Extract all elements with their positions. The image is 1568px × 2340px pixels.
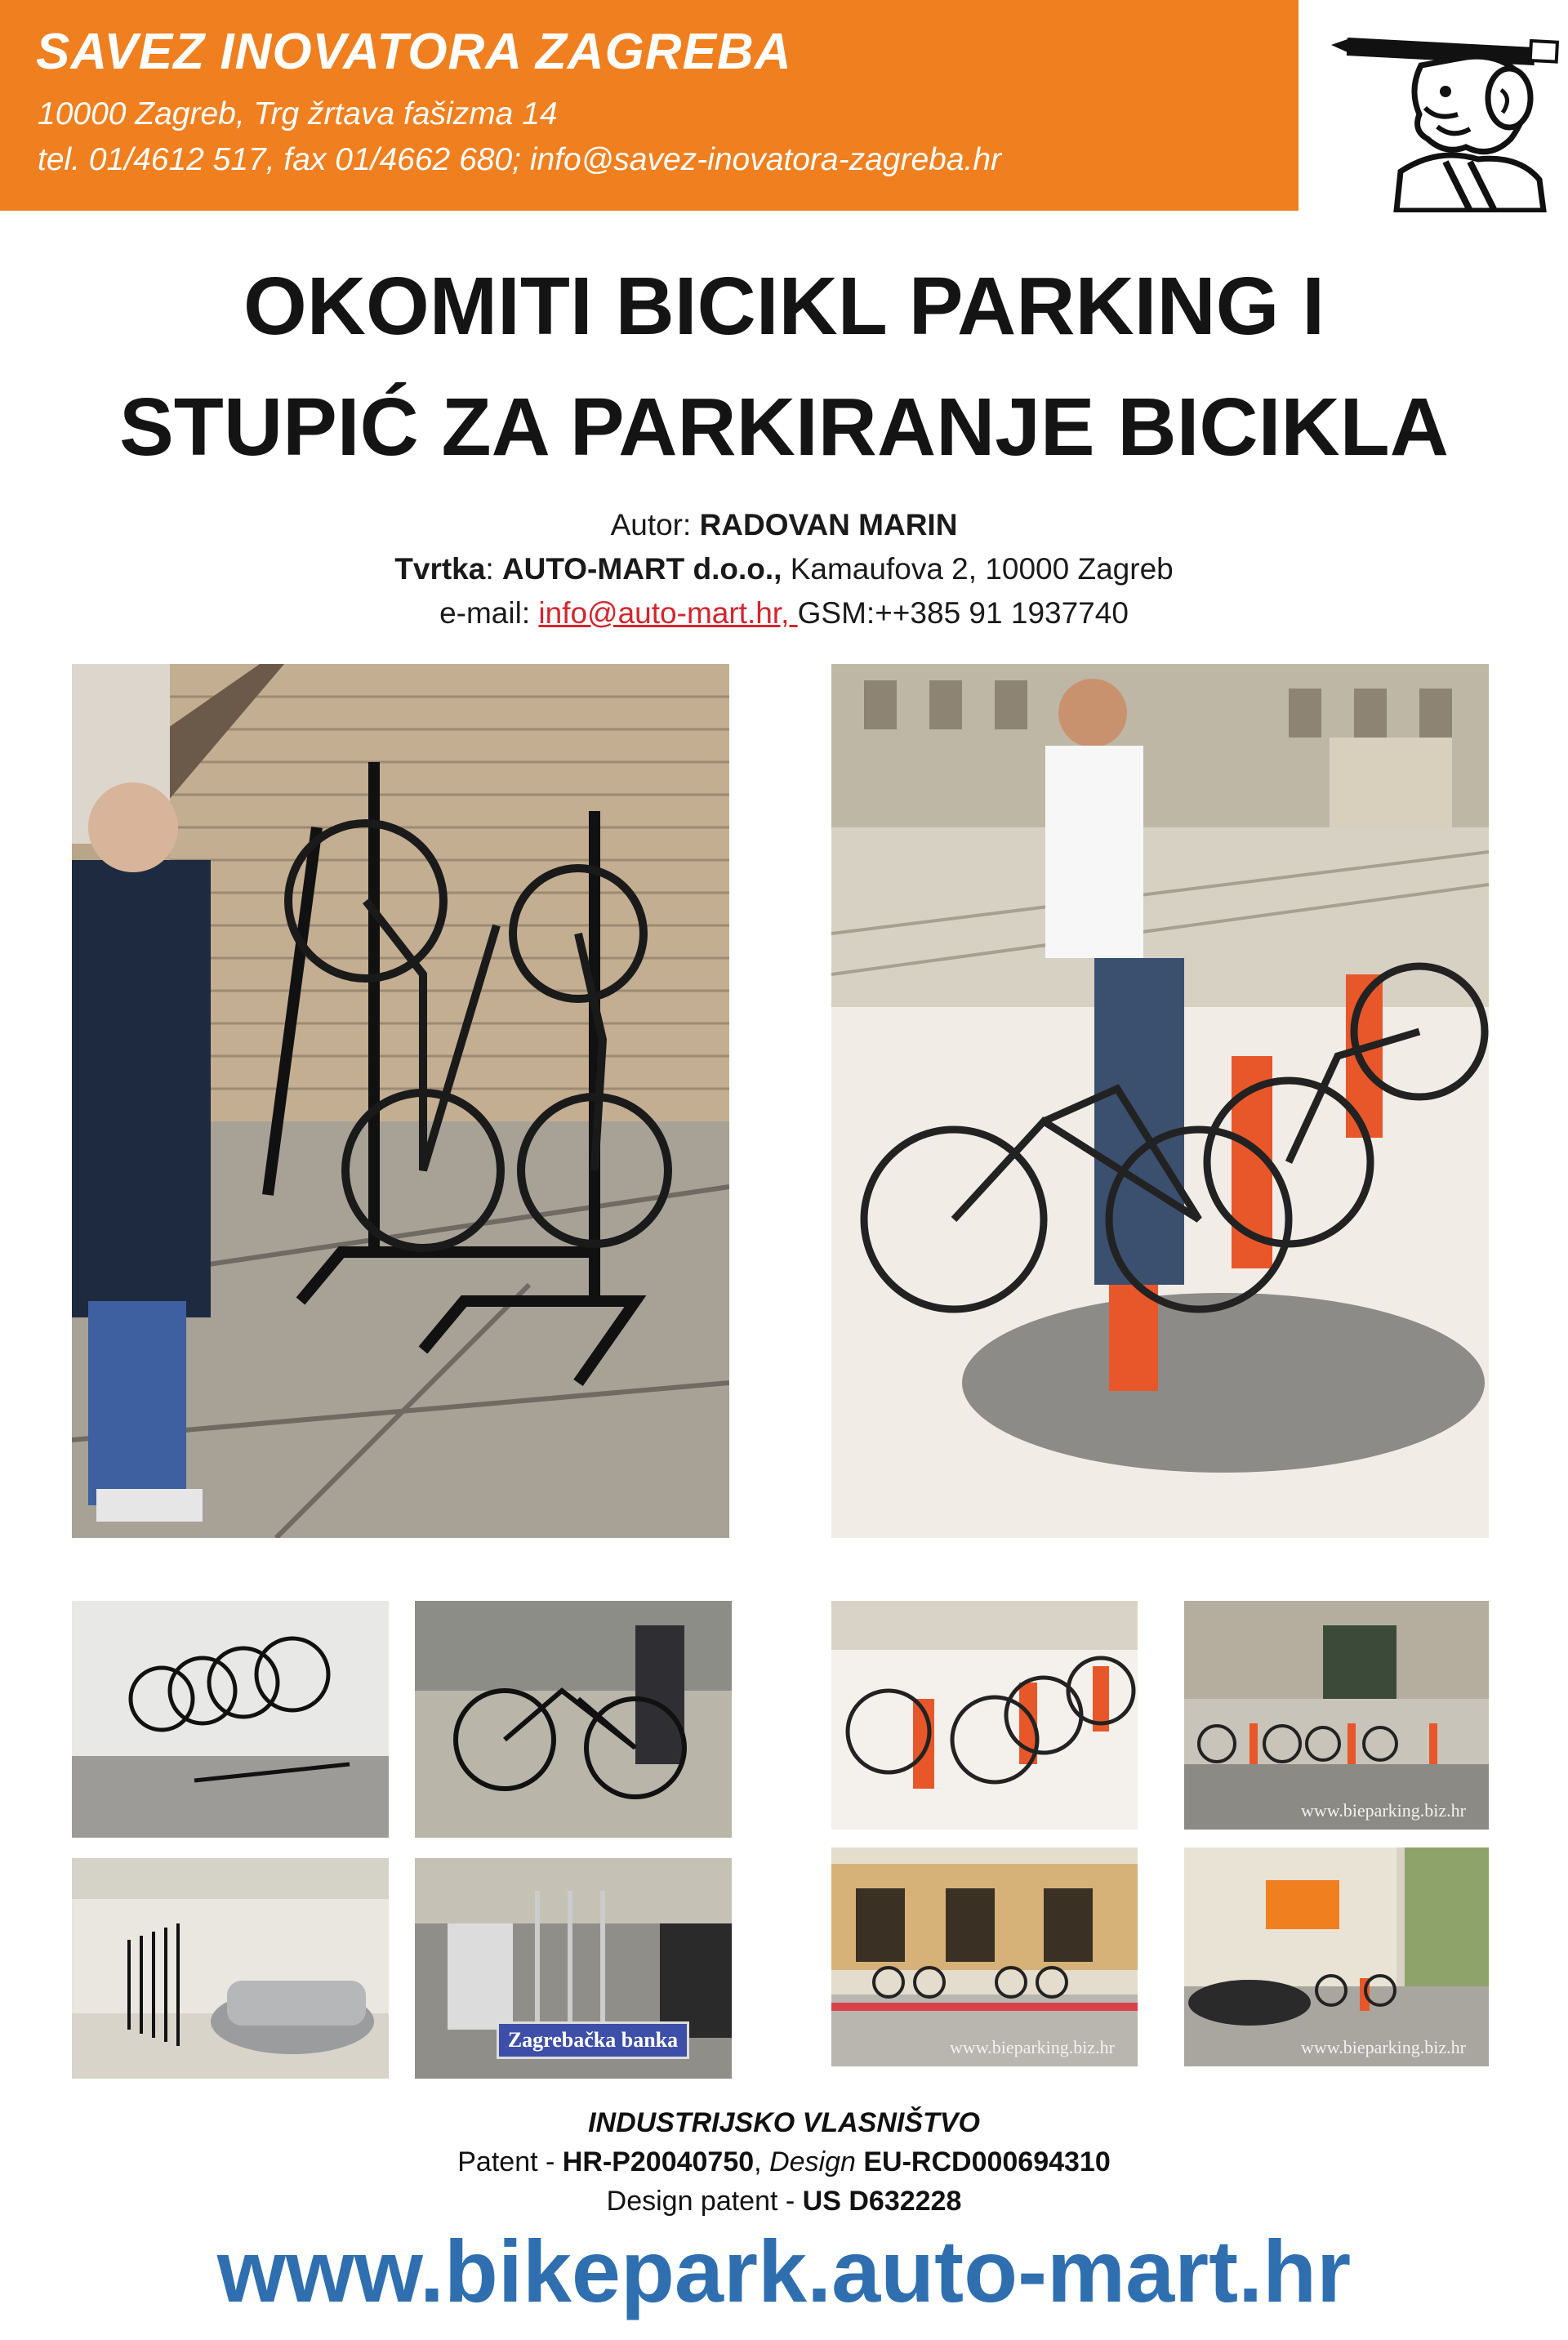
org-name: SAVEZ INOVATORA ZAGREBA <box>36 24 792 80</box>
email-link[interactable]: info@auto-mart.hr, <box>538 596 798 630</box>
bike-demo-photo <box>415 1601 732 1838</box>
author-label: Autor: <box>610 508 700 542</box>
company-separator: : <box>485 552 502 586</box>
patent-line <box>0 2146 1568 2178</box>
patent-separator: , <box>754 2146 770 2177</box>
watermark: www.bieparking.biz.hr <box>949 2037 1115 2057</box>
patent-number: HR-P20040750 <box>562 2146 755 2177</box>
ip-heading: INDUSTRIJSKO VLASNIŠTVO <box>588 2107 980 2138</box>
company-name: AUTO-MART d.o.o., <box>501 552 782 586</box>
vertical-rack-photo <box>72 664 729 1538</box>
inventor-logo-icon <box>1323 16 1568 212</box>
contact-line <box>0 596 1568 631</box>
org-contact: tel. 01/4612 517, fax 01/4662 680; info@savez-inovatora-zagreba.hr <box>38 142 1002 177</box>
watermark: www.bieparking.biz.hr <box>1300 2037 1466 2057</box>
company-label: Tvrtka <box>394 552 486 586</box>
watermark: www.bieparking.biz.hr <box>1300 1800 1466 1821</box>
zagrebacka-banka-sign: Zagrebačka banka <box>497 2021 689 2059</box>
post-stands-bikes-photo <box>831 1601 1138 1830</box>
company-address: Kamaufova 2, 10000 Zagreb <box>782 552 1174 586</box>
company-line <box>0 552 1568 586</box>
org-address: 10000 Zagreb, Trg žrtava fašizma 14 <box>38 96 558 131</box>
post-stand-photo <box>831 664 1489 1538</box>
website-link[interactable]: www.bikepark.auto-mart.hr <box>216 2222 1352 2320</box>
header-band <box>0 0 1298 211</box>
design-label: Design <box>769 2146 856 2177</box>
design-patent-number: US D632228 <box>802 2186 962 2217</box>
author-line <box>0 508 1568 542</box>
shop-front-photo <box>831 1847 1138 2066</box>
zagrebacka-stand-photo <box>415 1858 732 2079</box>
indoor-rack-photo <box>72 1601 389 1838</box>
design-patent-line <box>0 2186 1568 2217</box>
bank-entrance-photo <box>1184 1601 1489 1830</box>
patent-label: Patent - <box>457 2146 563 2177</box>
author-name: RADOVAN MARIN <box>699 508 958 542</box>
gsm-number: GSM:++385 91 1937740 <box>797 596 1129 630</box>
auto-mart-shop-photo <box>1184 1847 1489 2066</box>
design-number: EU-RCD000694310 <box>855 2146 1111 2177</box>
garage-rack-photo <box>72 1858 389 2079</box>
email-label: e-mail: <box>439 596 539 630</box>
page-title-line-1: OKOMITI BICIKL PARKING I <box>243 261 1325 352</box>
design-patent-label: Design patent - <box>606 2186 803 2217</box>
page-title-line-2: STUPIĆ ZA PARKIRANJE BICIKLA <box>119 381 1449 473</box>
